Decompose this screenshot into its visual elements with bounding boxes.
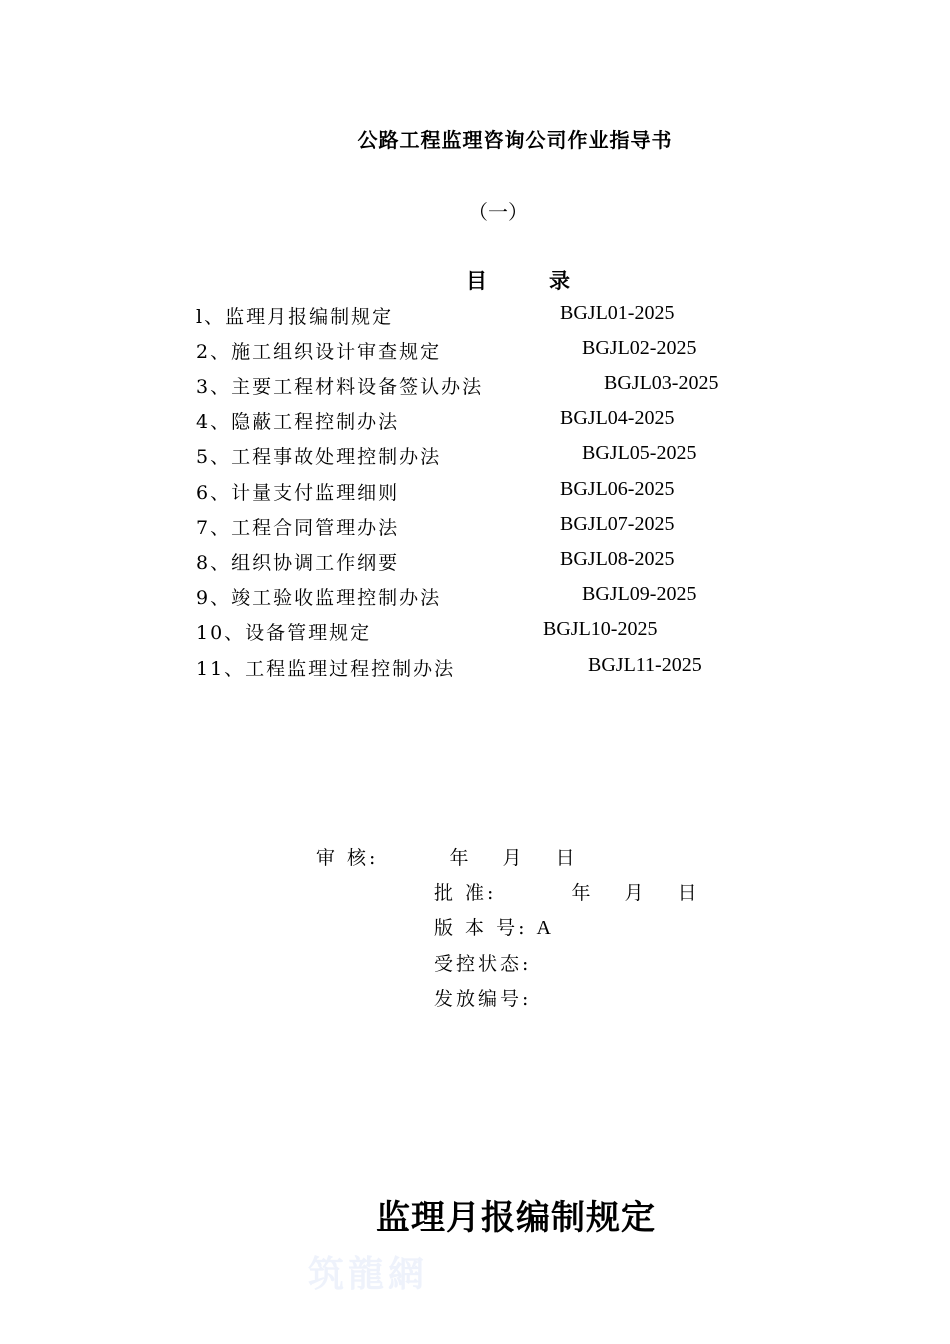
toc-item (196, 513, 896, 547)
section-title: 监理月报编制规定 (376, 1198, 656, 1238)
control-status-row (434, 949, 531, 976)
toc-item-label: 9、竣工验收监理控制办法 (196, 587, 442, 609)
issue-number-row (434, 984, 531, 1011)
toc-item-code: BGJL10-2025 (543, 618, 658, 640)
toc-item-code: BGJL04-2025 (560, 407, 675, 429)
toc-heading (466, 265, 570, 295)
toc-item-code: BGJL05-2025 (582, 442, 697, 464)
toc-item-code: BGJL07-2025 (560, 513, 675, 535)
control-status-label: 受控状态: (434, 953, 532, 975)
toc-item-code: BGJL03-2025 (604, 372, 719, 394)
toc-item-label: 7、工程合同管理办法 (196, 517, 400, 539)
approve-label: 批 准: (434, 882, 497, 904)
toc-item (196, 372, 896, 406)
review-row (316, 843, 589, 870)
toc-item (196, 478, 896, 512)
toc-item (196, 618, 896, 652)
toc-item-code: BGJL08-2025 (560, 548, 675, 570)
toc-item-code: BGJL11-2025 (588, 654, 702, 676)
toc-item (196, 442, 896, 476)
toc-item (196, 337, 896, 371)
approve-date: 年 月 日 (571, 882, 711, 904)
toc-heading-part1: 目 (466, 268, 487, 293)
toc-item (196, 583, 896, 617)
version-row (434, 913, 551, 940)
toc-item-label: l、监理月报编制规定 (196, 306, 394, 328)
toc-item-code: BGJL09-2025 (582, 583, 697, 605)
toc-item-label: 4、隐蔽工程控制办法 (196, 411, 400, 433)
toc-item-label: 6、计量支付监理细则 (196, 482, 400, 504)
toc-item-label: 11、工程监理过程控制办法 (196, 658, 456, 680)
review-date: 年 月 日 (449, 847, 589, 869)
toc-item (196, 407, 896, 441)
toc-item-label: 2、施工组织设计审查规定 (196, 341, 442, 363)
toc-item-label: 8、组织协调工作纲要 (196, 552, 400, 574)
toc-item-label: 10、设备管理规定 (196, 622, 372, 644)
watermark-logo: 筑龍網 (308, 1253, 429, 1295)
toc-item (196, 548, 896, 582)
toc-item-code: BGJL02-2025 (582, 337, 697, 359)
document-volume: （一） (468, 200, 528, 224)
toc-item-code: BGJL01-2025 (560, 302, 675, 324)
issue-number-label: 发放编号: (434, 988, 532, 1010)
approve-row (434, 878, 711, 905)
toc-item-code: BGJL06-2025 (560, 478, 675, 500)
toc-item-label: 3、主要工程材料设备签认办法 (196, 376, 484, 398)
version-value: A (536, 917, 551, 939)
toc-item (196, 302, 896, 336)
document-title: 公路工程监理咨询公司作业指导书 (357, 128, 673, 152)
toc-item-label: 5、工程事故处理控制办法 (196, 446, 442, 468)
version-label: 版 本 号: (434, 917, 528, 939)
review-label: 审 核: (316, 847, 379, 869)
toc-item (196, 654, 896, 688)
toc-heading-part2: 录 (549, 268, 570, 293)
